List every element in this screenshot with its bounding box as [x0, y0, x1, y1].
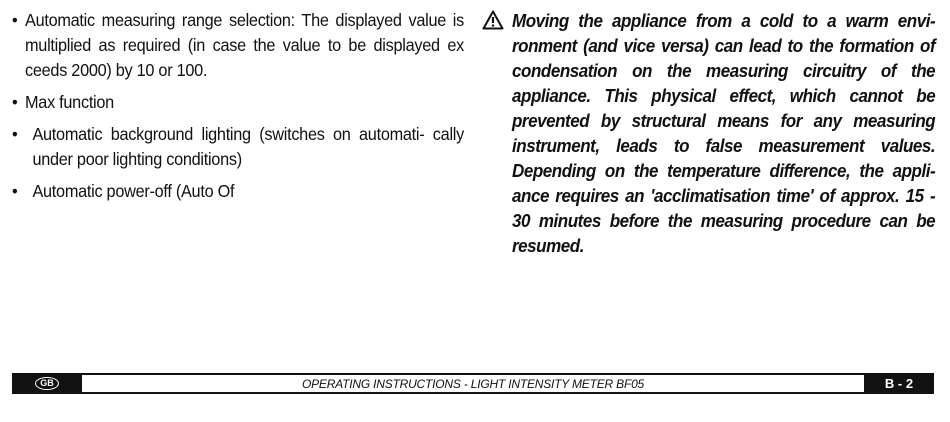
bullet-marker: •: [12, 10, 18, 30]
warning-triangle-icon: [482, 10, 504, 30]
list-item-text: Automatic measuring range selection: The displayed value is multiplied as required (in case the value to be displayed ex ceeds 2000) by 10 or 100.: [25, 10, 464, 80]
warning-text: Moving the appliance from a cold to a warm envi- ronment (and vice versa) can lead to the formation of condensation on the measuring circuitry of the appliance. This physical effect, which cannot be prevented by structural means for any measuring instrument, leads to false measurement values. Depending on the temperature difference, the appli- ance requires an 'acclimatisation time' of approx. 15 - 30 minutes before the measuring procedure can be resumed.: [512, 10, 936, 256]
warning-block: [482, 8, 938, 258]
page-footer: [12, 373, 934, 394]
bullet-marker: •: [12, 92, 18, 112]
list-item-text: Max function: [25, 92, 114, 112]
country-badge: GB: [35, 377, 59, 390]
feature-list: [12, 8, 464, 211]
list-item: [12, 179, 464, 204]
list-item: [12, 8, 464, 83]
bullet-marker: •: [12, 181, 18, 201]
list-item: [12, 122, 464, 172]
list-item: [12, 90, 464, 115]
page-number: B - 2: [864, 375, 934, 392]
footer-title: OPERATING INSTRUCTIONS - LIGHT INTENSITY METER BF05: [301, 376, 645, 391]
footer-country-box: [12, 375, 82, 392]
bullet-marker: •: [12, 124, 18, 144]
list-item-text: Automatic background lighting (switches on automati- cally under poor lighting conditions): [32, 124, 464, 169]
list-item-text: Automatic power-off (Auto Of: [32, 181, 235, 201]
